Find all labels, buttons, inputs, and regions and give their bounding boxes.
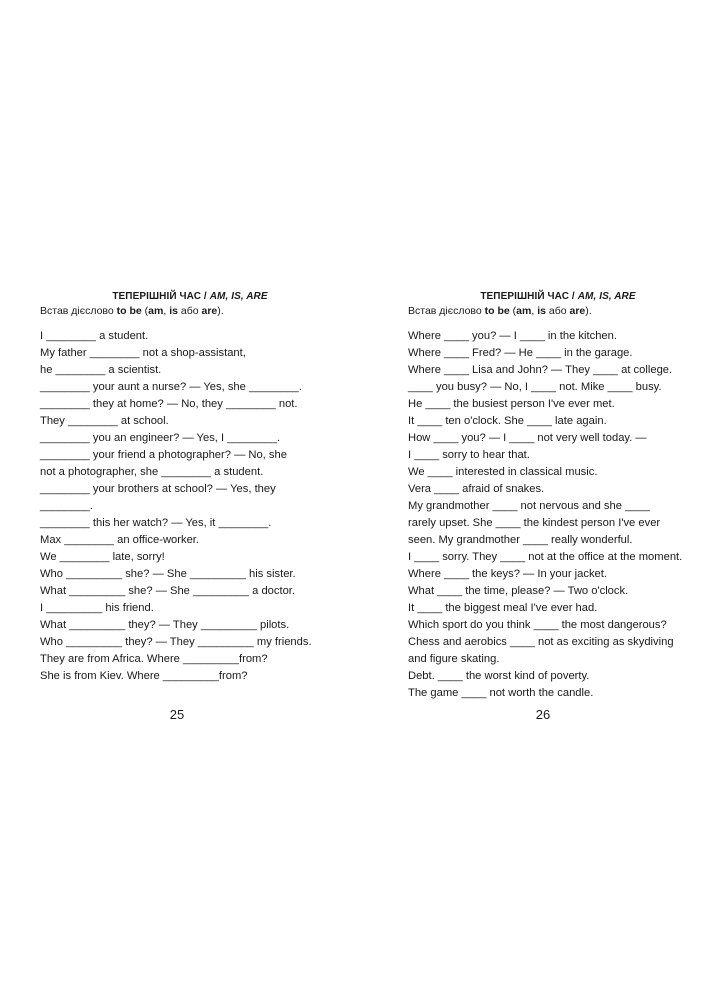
right-page-heading [408,290,708,304]
exercise-line: She is from Kiev. Where _________from? [40,670,248,682]
exercise-line: Who _________ she? — She _________ his sister. [40,568,296,580]
exercise-line: We ________ late, sorry! [40,551,165,563]
exercise-line: ________ your aunt a nurse? — Yes, she ________. [40,381,302,393]
right-page-number: 26 [535,707,551,722]
left-page-number: 25 [169,707,185,722]
exercise-line: and figure skating. [408,653,500,665]
exercise-line: ____ you busy? — No, I ____ not. Mike ____ busy. [408,381,662,393]
exercise-line: ________ your friend a photographer? — No, she [40,449,287,461]
exercise-line: My grandmother ____ not nervous and she ____ [408,500,650,512]
instruction-verb: to be [116,305,142,317]
exercise-line: They are from Africa. Where _________from? [40,653,268,665]
exercise-line: I ____ sorry. They ____ not at the office at the moment. [408,551,683,563]
exercise-line: He ____ the busiest person I've ever met. [408,398,615,410]
exercise-line: Chess and aerobics ____ not as exciting as skydiving [408,636,674,648]
exercise-line: Debt. ____ the worst kind of poverty. [408,670,590,682]
right-heading-main: ТЕПЕРІШНІЙ ЧАС / [480,291,578,302]
exercise-line: I _________ his friend. [40,602,154,614]
instruction-prefix: Встав дієслово [40,305,117,317]
exercise-line: rarely upset. She ____ the kindest person I've ever [408,517,661,529]
left-page-heading [40,290,340,304]
exercise-line: I ________ a student. [40,330,149,342]
exercise-line: ________ you an engineer? — Yes, I ________. [40,432,281,444]
exercise-line: We ____ interested in classical music. [408,466,598,478]
instruction-comma: , [163,305,170,317]
exercise-line: Vera ____ afraid of snakes. [408,483,545,495]
right-heading-italic: AM, IS, ARE [577,291,636,302]
exercise-line: Which sport do you think ____ the most dangerous? [408,619,667,631]
right-page [408,290,708,702]
exercise-line: Who _________ they? — They _________ my friends. [40,636,312,648]
exercise-line: seen. My grandmother ____ really wonderful. [408,534,633,546]
exercise-line: Where ____ Fred? — He ____ in the garage. [408,347,633,359]
instruction-paren: ( [141,305,149,317]
instruction-am: am [516,305,532,317]
exercise-line: Where ____ you? — I ____ in the kitchen. [408,330,617,342]
exercise-line: What _________ she? — She _________ a doctor. [40,585,296,597]
exercise-line: ________ your brothers at school? — Yes, they [40,483,276,495]
exercise-line: My father ________ not a shop-assistant, [40,347,246,359]
instruction-close-paren: ). [217,305,224,317]
exercise-line: he ________ a scientist. [40,364,162,376]
exercise-line: not a photographer, she ________ a student. [40,466,264,478]
exercise-line: What ____ the time, please? — Two o'clock. [408,585,629,597]
left-heading-italic: AM, IS, ARE [209,291,268,302]
left-heading-main: ТЕПЕРІШНІЙ ЧАС / [112,291,210,302]
exercise-line: They ________ at school. [40,415,169,427]
instruction-or: або [177,305,202,317]
left-page-instruction [40,304,340,318]
instruction-is: is [537,305,546,317]
exercise-line: Where ____ the keys? — In your jacket. [408,568,607,580]
instruction-am: am [148,305,164,317]
exercise-line: ________ this her watch? — Yes, it ________. [40,517,272,529]
left-exercise-lines [40,328,340,685]
instruction-verb: to be [484,305,510,317]
exercise-line: What _________ they? — They _________ pilots. [40,619,290,631]
instruction-paren: ( [509,305,517,317]
exercise-line: Where ____ Lisa and John? — They ____ at college. [408,364,673,376]
instruction-are: are [569,305,586,317]
instruction-comma: , [531,305,538,317]
exercise-line: ________ they at home? — No, they ________ not. [40,398,298,410]
exercise-line: Max ________ an office-worker. [40,534,200,546]
exercise-line: How ____ you? — I ____ not very well today. — [408,432,647,444]
instruction-is: is [169,305,178,317]
right-page-instruction [408,304,708,318]
left-page [40,290,340,685]
instruction-are: are [201,305,218,317]
instruction-or: або [545,305,570,317]
exercise-line: I ____ sorry to hear that. [408,449,530,461]
exercise-line: The game ____ not worth the candle. [408,687,594,699]
exercise-line: It ____ the biggest meal I've ever had. [408,602,598,614]
instruction-close-paren: ). [585,305,592,317]
instruction-prefix: Встав дієслово [408,305,485,317]
right-exercise-lines [408,328,708,702]
exercise-line: It ____ ten o'clock. She ____ late again. [408,415,607,427]
exercise-line: ________. [40,500,93,512]
